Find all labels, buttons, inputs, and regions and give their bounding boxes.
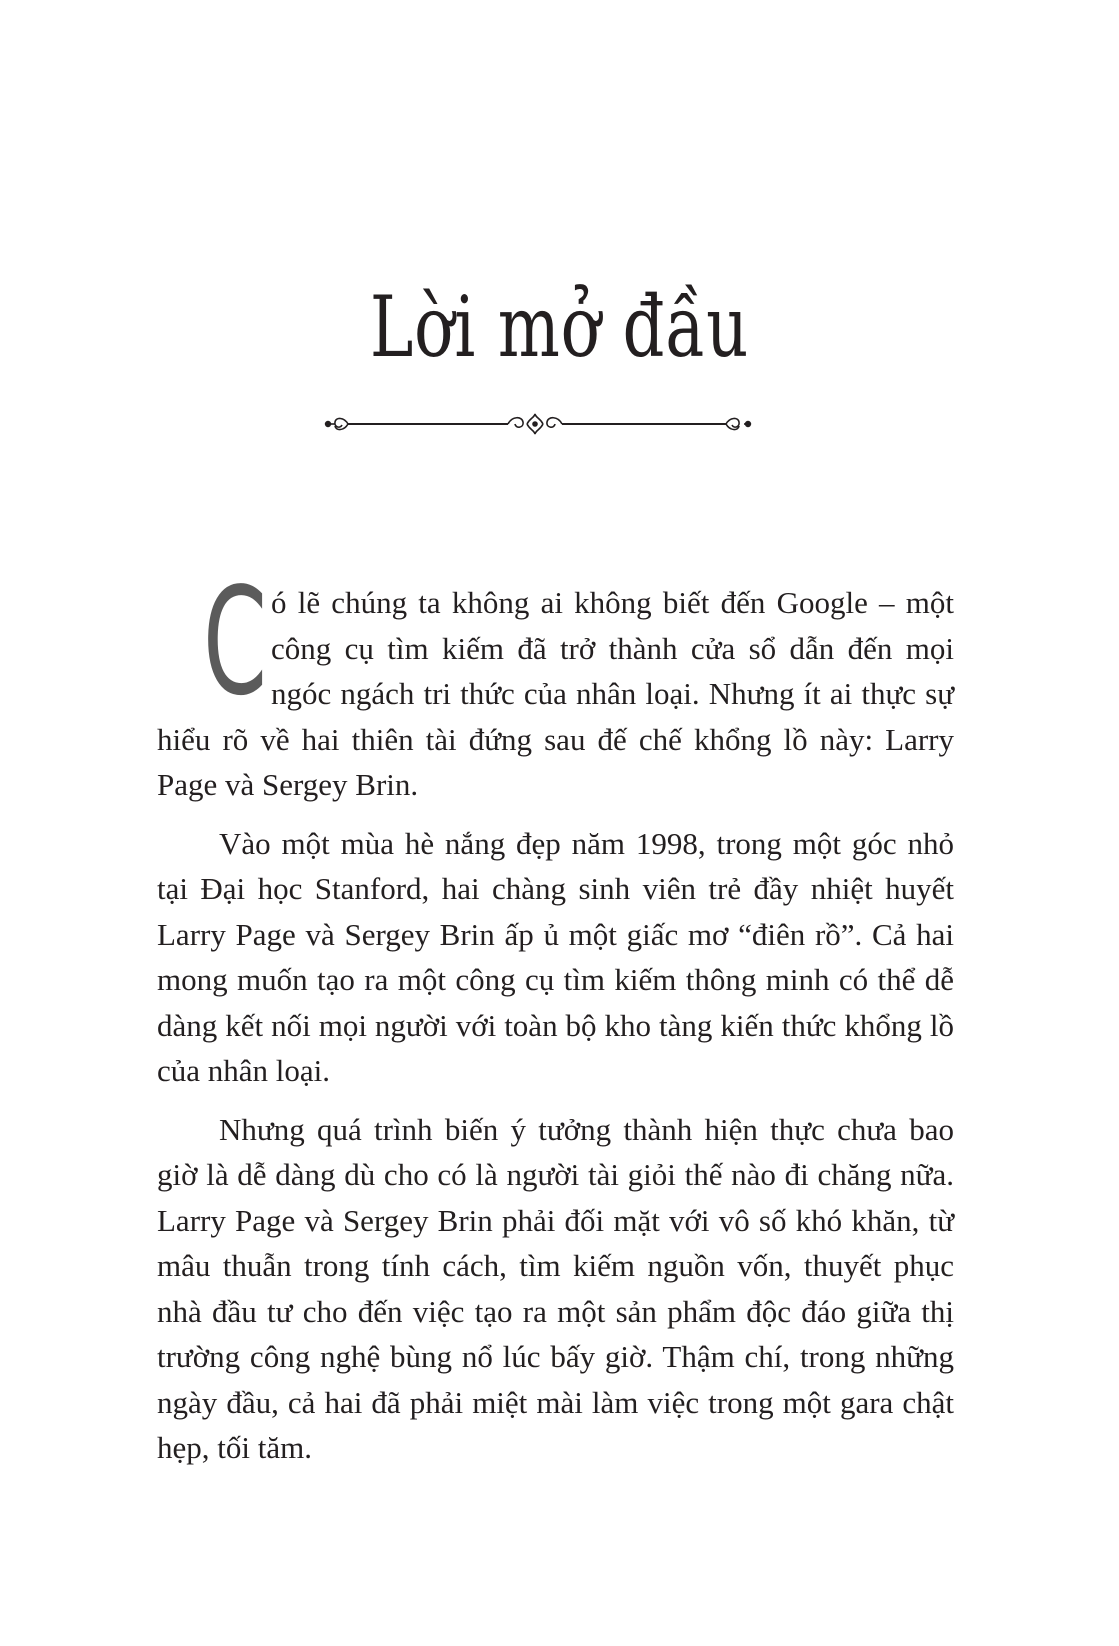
chapter-title: Lời mở đầu — [369, 278, 750, 376]
paragraph-1-text: ó lẽ chúng ta không ai không biết đến Google – một công cụ tìm kiếm đã trở thành cửa sổ dẫn đến mọi ngóc ngách tri thức của nhân loại. Nhưng ít ai thực sự hiểu rõ về hai thiên tài đứng sau đế chế khổng lồ này: Larry Page và Sergey Brin. — [157, 585, 954, 802]
paragraph-1 — [157, 556, 954, 808]
preface-body — [157, 556, 954, 1484]
scroll-divider-ornament-icon — [322, 412, 786, 436]
paragraph-3: Nhưng quá trình biến ý tưởng thành hiện thực chưa bao giờ là dễ dàng dù cho có là người tài giỏi thế nào đi chăng nữa. Larry Page và Sergey Brin phải đối mặt với vô số khó khăn, từ mâu thuẫn trong tính cách, tìm kiếm nguồn vốn, thuyết phục nhà đầu tư cho đến việc tạo ra một sản phẩm độc đáo giữa thị trường công nghệ bùng nổ lúc bấy giờ. Thậm chí, trong những ngày đầu, cả hai đã phải miệt mài làm việc trong một gara chật hẹp, tối tăm. — [157, 1111, 954, 1465]
drop-cap-letter: C — [203, 556, 268, 728]
paragraph-2: Vào một mùa hè nắng đẹp năm 1998, trong một góc nhỏ tại Đại học Stanford, hai chàng sinh viên trẻ đầy nhiệt huyết Larry Page và Sergey Brin ấp ủ một giấc mơ “điên rồ”. Cả hai mong muốn tạo ra một công cụ tìm kiếm thông minh có thể dễ dàng kết nối mọi người với toàn bộ kho tàng kiến thức khổng lồ của nhân loại. — [157, 825, 954, 1088]
